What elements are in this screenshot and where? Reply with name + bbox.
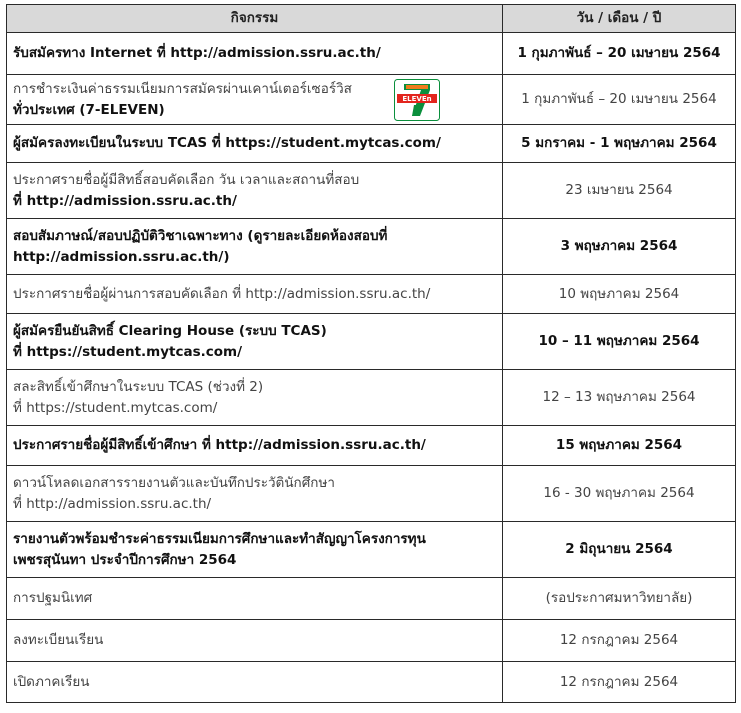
date-cell: 12 – 13 พฤษภาคม 2564 [503,370,736,426]
activity-text: สละสิทธิ์เข้าศึกษาในระบบ TCAS (ช่วงที่ 2) [13,378,264,395]
date-cell: 1 กุมภาพันธ์ – 20 เมษายน 2564 [503,75,736,125]
date-cell: 3 พฤษภาคม 2564 [503,219,736,275]
table-row [7,426,736,466]
date-cell: 16 - 30 พฤษภาคม 2564 [503,466,736,522]
activity-text: ที่ https://student.mytcas.com/ [13,343,243,360]
header-date: วัน / เดือน / ปี [503,5,736,33]
table-row [7,662,736,703]
activity-text: ทั่วประเทศ (7-ELEVEN) [13,101,165,118]
activity-text: รายงานตัวพร้อมชำระค่าธรรมเนียมการศึกษาและทำสัญญาโครงการทุน [13,530,426,547]
date-cell: 5 มกราคม - 1 พฤษภาคม 2564 [503,125,736,163]
admission-schedule-table [6,4,736,703]
table-row [7,163,736,219]
activity-cell [7,75,503,125]
activity-text: เพชรสุนันทา ประจำปีการศึกษา 2564 [13,551,237,568]
activity-text: http://admission.ssru.ac.th/) [13,248,230,265]
table-row [7,314,736,370]
activity-text: ผู้สมัครลงทะเบียนในระบบ TCAS ที่ https://student.mytcas.com/ [13,135,441,151]
table-row [7,370,736,426]
activity-cell [7,163,503,219]
activity-cell [7,33,503,75]
seven-eleven-logo-icon [394,79,440,121]
table-row [7,578,736,620]
activity-cell [7,662,503,703]
date-cell: 10 พฤษภาคม 2564 [503,275,736,314]
table-row [7,125,736,163]
activity-cell [7,426,503,466]
date-cell: 2 มิถุนายน 2564 [503,522,736,578]
schedule-container [6,4,735,703]
activity-text: ประกาศรายชื่อผู้มีสิทธิ์สอบคัดเลือก วัน เวลาและสถานที่สอบ [13,171,360,188]
table-row [7,275,736,314]
date-cell: 12 กรกฎาคม 2564 [503,662,736,703]
date-cell: 12 กรกฎาคม 2564 [503,620,736,662]
activity-text: ประกาศรายชื่อผู้ผ่านการสอบคัดเลือก ที่ http://admission.ssru.ac.th/ [13,285,431,302]
activity-text: ที่ http://admission.ssru.ac.th/ [13,495,212,512]
table-row [7,620,736,662]
activity-cell [7,275,503,314]
activity-cell [7,370,503,426]
activity-cell [7,578,503,620]
table-header-row [7,5,736,33]
activity-text: ลงทะเบียนเรียน [13,632,104,648]
activity-text: รับสมัครทาง Internet ที่ http://admission.ssru.ac.th/ [13,45,381,61]
activity-text: สอบสัมภาษณ์/สอบปฏิบัติวิชาเฉพาะทาง (ดูรายละเอียดห้องสอบที่ [13,227,388,244]
activity-text: ที่ http://admission.ssru.ac.th/ [13,192,237,209]
table-row [7,219,736,275]
activity-text: ที่ https://student.mytcas.com/ [13,399,218,416]
date-cell: 10 – 11 พฤษภาคม 2564 [503,314,736,370]
activity-text: การปฐมนิเทศ [13,590,93,606]
activity-text: การชำระเงินค่าธรรมเนียมการสมัครผ่านเคาน์เตอร์เซอร์วิส [13,80,352,97]
date-cell: 15 พฤษภาคม 2564 [503,426,736,466]
date-cell: 1 กุมภาพันธ์ – 20 เมษายน 2564 [503,33,736,75]
activity-text: เปิดภาคเรียน [13,673,90,690]
activity-cell [7,125,503,163]
table-row [7,75,736,125]
activity-cell [7,314,503,370]
activity-cell [7,522,503,578]
activity-cell [7,219,503,275]
table-row [7,466,736,522]
activity-text: ประกาศรายชื่อผู้มีสิทธิ์เข้าศึกษา ที่ http://admission.ssru.ac.th/ [13,437,426,453]
activity-cell [7,466,503,522]
activity-text: ดาวน์โหลดเอกสารรายงานตัวและบันทึกประวัตินักศึกษา [13,474,335,491]
logo-text: ELEVEn [402,94,432,103]
header-activity: กิจกรรม [7,5,503,33]
table-row [7,522,736,578]
activity-cell [7,620,503,662]
activity-text: ผู้สมัครยืนยันสิทธิ์ Clearing House (ระบบ TCAS) [13,322,327,339]
table-row [7,33,736,75]
date-cell: 23 เมษายน 2564 [503,163,736,219]
date-cell: (รอประกาศมหาวิทยาลัย) [503,578,736,620]
